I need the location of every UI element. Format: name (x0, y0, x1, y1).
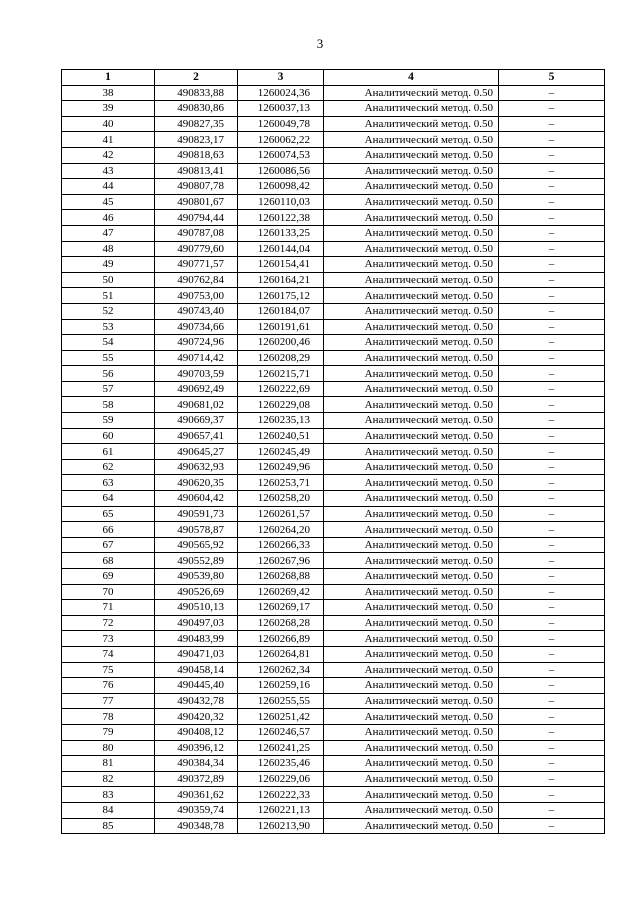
y-coordinate-cell: 1260235,13 (238, 413, 324, 429)
note-cell: – (499, 413, 605, 429)
note-cell: – (499, 116, 605, 132)
note-cell: – (499, 522, 605, 538)
note-cell: – (499, 350, 605, 366)
point-number-cell: 48 (62, 241, 155, 257)
table-row (62, 569, 605, 585)
table-row (62, 428, 605, 444)
column-header-2: 2 (155, 70, 238, 86)
table-header-row (62, 70, 605, 86)
point-number-cell: 69 (62, 569, 155, 585)
table-row (62, 615, 605, 631)
table-row (62, 85, 605, 101)
x-coordinate-cell: 490830,86 (155, 101, 238, 117)
point-number-cell: 43 (62, 163, 155, 179)
note-cell: – (499, 288, 605, 304)
point-number-cell: 51 (62, 288, 155, 304)
y-coordinate-cell: 1260086,56 (238, 163, 324, 179)
method-cell: Аналитический метод. 0.50 (324, 537, 499, 553)
y-coordinate-cell: 1260098,42 (238, 179, 324, 195)
note-cell: – (499, 491, 605, 507)
point-number-cell: 84 (62, 802, 155, 818)
x-coordinate-cell: 490359,74 (155, 802, 238, 818)
method-cell: Аналитический метод. 0.50 (324, 615, 499, 631)
table-row (62, 553, 605, 569)
x-coordinate-cell: 490432,78 (155, 693, 238, 709)
point-number-cell: 45 (62, 194, 155, 210)
note-cell: – (499, 163, 605, 179)
y-coordinate-cell: 1260164,21 (238, 272, 324, 288)
method-cell: Аналитический метод. 0.50 (324, 163, 499, 179)
x-coordinate-cell: 490526,69 (155, 584, 238, 600)
x-coordinate-cell: 490743,40 (155, 303, 238, 319)
point-number-cell: 71 (62, 600, 155, 616)
table-row (62, 631, 605, 647)
method-cell: Аналитический метод. 0.50 (324, 101, 499, 117)
method-cell: Аналитический метод. 0.50 (324, 210, 499, 226)
page-number: 3 (316, 36, 324, 51)
note-cell: – (499, 802, 605, 818)
point-number-cell: 66 (62, 522, 155, 538)
table-row (62, 818, 605, 834)
y-coordinate-cell: 1260266,33 (238, 537, 324, 553)
note-cell: – (499, 475, 605, 491)
method-cell: Аналитический метод. 0.50 (324, 428, 499, 444)
y-coordinate-cell: 1260269,42 (238, 584, 324, 600)
note-cell: – (499, 101, 605, 117)
x-coordinate-cell: 490753,00 (155, 288, 238, 304)
x-coordinate-cell: 490807,78 (155, 179, 238, 195)
x-coordinate-cell: 490565,92 (155, 537, 238, 553)
x-coordinate-cell: 490787,08 (155, 225, 238, 241)
point-number-cell: 59 (62, 413, 155, 429)
method-cell: Аналитический метод. 0.50 (324, 132, 499, 148)
method-cell: Аналитический метод. 0.50 (324, 678, 499, 694)
y-coordinate-cell: 1260251,42 (238, 709, 324, 725)
point-number-cell: 38 (62, 85, 155, 101)
x-coordinate-cell: 490734,66 (155, 319, 238, 335)
point-number-cell: 49 (62, 257, 155, 273)
point-number-cell: 54 (62, 335, 155, 351)
note-cell: – (499, 584, 605, 600)
table-row (62, 600, 605, 616)
y-coordinate-cell: 1260110,03 (238, 194, 324, 210)
note-cell: – (499, 724, 605, 740)
point-number-cell: 52 (62, 303, 155, 319)
x-coordinate-cell: 490458,14 (155, 662, 238, 678)
method-cell: Аналитический метод. 0.50 (324, 350, 499, 366)
y-coordinate-cell: 1260144,04 (238, 241, 324, 257)
y-coordinate-cell: 1260037,13 (238, 101, 324, 117)
point-number-cell: 74 (62, 646, 155, 662)
y-coordinate-cell: 1260049,78 (238, 116, 324, 132)
method-cell: Аналитический метод. 0.50 (324, 179, 499, 195)
table-row (62, 210, 605, 226)
table-row (62, 506, 605, 522)
method-cell: Аналитический метод. 0.50 (324, 397, 499, 413)
note-cell: – (499, 693, 605, 709)
x-coordinate-cell: 490762,84 (155, 272, 238, 288)
x-coordinate-cell: 490483,99 (155, 631, 238, 647)
x-coordinate-cell: 490591,73 (155, 506, 238, 522)
table-row (62, 491, 605, 507)
point-number-cell: 67 (62, 537, 155, 553)
point-number-cell: 73 (62, 631, 155, 647)
method-cell: Аналитический метод. 0.50 (324, 381, 499, 397)
y-coordinate-cell: 1260264,81 (238, 646, 324, 662)
x-coordinate-cell: 490497,03 (155, 615, 238, 631)
x-coordinate-cell: 490632,93 (155, 459, 238, 475)
point-number-cell: 75 (62, 662, 155, 678)
y-coordinate-cell: 1260268,28 (238, 615, 324, 631)
y-coordinate-cell: 1260133,25 (238, 225, 324, 241)
table-row (62, 366, 605, 382)
table-row (62, 179, 605, 195)
note-cell: – (499, 179, 605, 195)
column-header-4: 4 (324, 70, 499, 86)
note-cell: – (499, 319, 605, 335)
table-row (62, 381, 605, 397)
y-coordinate-cell: 1260266,89 (238, 631, 324, 647)
method-cell: Аналитический метод. 0.50 (324, 600, 499, 616)
note-cell: – (499, 787, 605, 803)
table-row (62, 756, 605, 772)
table-row (62, 241, 605, 257)
table-row (62, 740, 605, 756)
point-number-cell: 78 (62, 709, 155, 725)
table-row (62, 646, 605, 662)
note-cell: – (499, 147, 605, 163)
note-cell: – (499, 241, 605, 257)
table-row (62, 693, 605, 709)
x-coordinate-cell: 490681,02 (155, 397, 238, 413)
method-cell: Аналитический метод. 0.50 (324, 272, 499, 288)
coordinates-table (61, 69, 605, 834)
note-cell: – (499, 303, 605, 319)
point-number-cell: 50 (62, 272, 155, 288)
method-cell: Аналитический метод. 0.50 (324, 553, 499, 569)
table-row (62, 194, 605, 210)
point-number-cell: 39 (62, 101, 155, 117)
table-row (62, 116, 605, 132)
x-coordinate-cell: 490620,35 (155, 475, 238, 491)
y-coordinate-cell: 1260261,57 (238, 506, 324, 522)
column-header-5: 5 (499, 70, 605, 86)
point-number-cell: 44 (62, 179, 155, 195)
x-coordinate-cell: 490669,37 (155, 413, 238, 429)
table-row (62, 709, 605, 725)
y-coordinate-cell: 1260062,22 (238, 132, 324, 148)
x-coordinate-cell: 490833,88 (155, 85, 238, 101)
x-coordinate-cell: 490510,13 (155, 600, 238, 616)
x-coordinate-cell: 490724,96 (155, 335, 238, 351)
note-cell: – (499, 740, 605, 756)
point-number-cell: 62 (62, 459, 155, 475)
note-cell: – (499, 444, 605, 460)
x-coordinate-cell: 490823,17 (155, 132, 238, 148)
point-number-cell: 82 (62, 771, 155, 787)
x-coordinate-cell: 490372,89 (155, 771, 238, 787)
method-cell: Аналитический метод. 0.50 (324, 241, 499, 257)
note-cell: – (499, 678, 605, 694)
x-coordinate-cell: 490827,35 (155, 116, 238, 132)
table-row (62, 475, 605, 491)
note-cell: – (499, 428, 605, 444)
point-number-cell: 85 (62, 818, 155, 834)
table-row (62, 132, 605, 148)
table-row (62, 444, 605, 460)
y-coordinate-cell: 1260122,38 (238, 210, 324, 226)
y-coordinate-cell: 1260191,61 (238, 319, 324, 335)
x-coordinate-cell: 490645,27 (155, 444, 238, 460)
y-coordinate-cell: 1260235,46 (238, 756, 324, 772)
y-coordinate-cell: 1260221,13 (238, 802, 324, 818)
note-cell: – (499, 194, 605, 210)
point-number-cell: 61 (62, 444, 155, 460)
x-coordinate-cell: 490692,49 (155, 381, 238, 397)
note-cell: – (499, 381, 605, 397)
x-coordinate-cell: 490779,60 (155, 241, 238, 257)
table-row (62, 319, 605, 335)
point-number-cell: 42 (62, 147, 155, 163)
point-number-cell: 81 (62, 756, 155, 772)
x-coordinate-cell: 490445,40 (155, 678, 238, 694)
note-cell: – (499, 210, 605, 226)
table-row (62, 350, 605, 366)
x-coordinate-cell: 490818,63 (155, 147, 238, 163)
x-coordinate-cell: 490361,62 (155, 787, 238, 803)
method-cell: Аналитический метод. 0.50 (324, 724, 499, 740)
point-number-cell: 63 (62, 475, 155, 491)
point-number-cell: 72 (62, 615, 155, 631)
table-row (62, 662, 605, 678)
method-cell: Аналитический метод. 0.50 (324, 802, 499, 818)
point-number-cell: 53 (62, 319, 155, 335)
x-coordinate-cell: 490578,87 (155, 522, 238, 538)
point-number-cell: 41 (62, 132, 155, 148)
x-coordinate-cell: 490552,89 (155, 553, 238, 569)
method-cell: Аналитический метод. 0.50 (324, 709, 499, 725)
note-cell: – (499, 132, 605, 148)
method-cell: Аналитический метод. 0.50 (324, 662, 499, 678)
y-coordinate-cell: 1260245,49 (238, 444, 324, 460)
table-row (62, 413, 605, 429)
note-cell: – (499, 225, 605, 241)
method-cell: Аналитический метод. 0.50 (324, 459, 499, 475)
method-cell: Аналитический метод. 0.50 (324, 194, 499, 210)
note-cell: – (499, 335, 605, 351)
y-coordinate-cell: 1260175,12 (238, 288, 324, 304)
point-number-cell: 79 (62, 724, 155, 740)
method-cell: Аналитический метод. 0.50 (324, 491, 499, 507)
y-coordinate-cell: 1260258,20 (238, 491, 324, 507)
y-coordinate-cell: 1260255,55 (238, 693, 324, 709)
y-coordinate-cell: 1260229,08 (238, 397, 324, 413)
method-cell: Аналитический метод. 0.50 (324, 771, 499, 787)
method-cell: Аналитический метод. 0.50 (324, 444, 499, 460)
point-number-cell: 76 (62, 678, 155, 694)
column-header-3: 3 (238, 70, 324, 86)
method-cell: Аналитический метод. 0.50 (324, 475, 499, 491)
note-cell: – (499, 646, 605, 662)
note-cell: – (499, 569, 605, 585)
method-cell: Аналитический метод. 0.50 (324, 646, 499, 662)
table-row (62, 225, 605, 241)
point-number-cell: 60 (62, 428, 155, 444)
method-cell: Аналитический метод. 0.50 (324, 116, 499, 132)
x-coordinate-cell: 490420,32 (155, 709, 238, 725)
table-row (62, 101, 605, 117)
note-cell: – (499, 615, 605, 631)
x-coordinate-cell: 490396,12 (155, 740, 238, 756)
note-cell: – (499, 459, 605, 475)
method-cell: Аналитический метод. 0.50 (324, 147, 499, 163)
method-cell: Аналитический метод. 0.50 (324, 506, 499, 522)
table-row (62, 147, 605, 163)
method-cell: Аналитический метод. 0.50 (324, 693, 499, 709)
y-coordinate-cell: 1260208,29 (238, 350, 324, 366)
method-cell: Аналитический метод. 0.50 (324, 319, 499, 335)
table-row (62, 678, 605, 694)
method-cell: Аналитический метод. 0.50 (324, 787, 499, 803)
table-row (62, 724, 605, 740)
x-coordinate-cell: 490794,44 (155, 210, 238, 226)
x-coordinate-cell: 490539,80 (155, 569, 238, 585)
table-row (62, 522, 605, 538)
note-cell: – (499, 600, 605, 616)
point-number-cell: 65 (62, 506, 155, 522)
x-coordinate-cell: 490813,41 (155, 163, 238, 179)
note-cell: – (499, 506, 605, 522)
method-cell: Аналитический метод. 0.50 (324, 756, 499, 772)
table-row (62, 459, 605, 475)
note-cell: – (499, 272, 605, 288)
y-coordinate-cell: 1260241,25 (238, 740, 324, 756)
point-number-cell: 68 (62, 553, 155, 569)
method-cell: Аналитический метод. 0.50 (324, 740, 499, 756)
note-cell: – (499, 709, 605, 725)
y-coordinate-cell: 1260154,41 (238, 257, 324, 273)
point-number-cell: 46 (62, 210, 155, 226)
x-coordinate-cell: 490801,67 (155, 194, 238, 210)
y-coordinate-cell: 1260184,07 (238, 303, 324, 319)
y-coordinate-cell: 1260249,96 (238, 459, 324, 475)
table-row (62, 272, 605, 288)
y-coordinate-cell: 1260222,69 (238, 381, 324, 397)
method-cell: Аналитический метод. 0.50 (324, 225, 499, 241)
note-cell: – (499, 397, 605, 413)
note-cell: – (499, 662, 605, 678)
method-cell: Аналитический метод. 0.50 (324, 818, 499, 834)
y-coordinate-cell: 1260259,16 (238, 678, 324, 694)
note-cell: – (499, 631, 605, 647)
table-row (62, 163, 605, 179)
note-cell: – (499, 537, 605, 553)
y-coordinate-cell: 1260269,17 (238, 600, 324, 616)
point-number-cell: 64 (62, 491, 155, 507)
point-number-cell: 80 (62, 740, 155, 756)
method-cell: Аналитический метод. 0.50 (324, 366, 499, 382)
method-cell: Аналитический метод. 0.50 (324, 631, 499, 647)
method-cell: Аналитический метод. 0.50 (324, 413, 499, 429)
y-coordinate-cell: 1260222,33 (238, 787, 324, 803)
x-coordinate-cell: 490471,03 (155, 646, 238, 662)
y-coordinate-cell: 1260024,36 (238, 85, 324, 101)
point-number-cell: 57 (62, 381, 155, 397)
point-number-cell: 47 (62, 225, 155, 241)
point-number-cell: 77 (62, 693, 155, 709)
note-cell: – (499, 818, 605, 834)
method-cell: Аналитический метод. 0.50 (324, 257, 499, 273)
table-row (62, 584, 605, 600)
note-cell: – (499, 366, 605, 382)
method-cell: Аналитический метод. 0.50 (324, 303, 499, 319)
y-coordinate-cell: 1260253,71 (238, 475, 324, 491)
y-coordinate-cell: 1260240,51 (238, 428, 324, 444)
note-cell: – (499, 771, 605, 787)
table-row (62, 787, 605, 803)
point-number-cell: 40 (62, 116, 155, 132)
note-cell: – (499, 85, 605, 101)
table-row (62, 335, 605, 351)
table-body (62, 85, 605, 834)
y-coordinate-cell: 1260200,46 (238, 335, 324, 351)
method-cell: Аналитический метод. 0.50 (324, 522, 499, 538)
column-header-1: 1 (62, 70, 155, 86)
table-row (62, 303, 605, 319)
method-cell: Аналитический метод. 0.50 (324, 335, 499, 351)
y-coordinate-cell: 1260264,20 (238, 522, 324, 538)
x-coordinate-cell: 490714,42 (155, 350, 238, 366)
table-row (62, 257, 605, 273)
note-cell: – (499, 257, 605, 273)
method-cell: Аналитический метод. 0.50 (324, 288, 499, 304)
y-coordinate-cell: 1260268,88 (238, 569, 324, 585)
y-coordinate-cell: 1260215,71 (238, 366, 324, 382)
point-number-cell: 83 (62, 787, 155, 803)
x-coordinate-cell: 490384,34 (155, 756, 238, 772)
point-number-cell: 70 (62, 584, 155, 600)
method-cell: Аналитический метод. 0.50 (324, 584, 499, 600)
note-cell: – (499, 756, 605, 772)
y-coordinate-cell: 1260074,53 (238, 147, 324, 163)
table-row (62, 397, 605, 413)
point-number-cell: 58 (62, 397, 155, 413)
method-cell: Аналитический метод. 0.50 (324, 569, 499, 585)
y-coordinate-cell: 1260267,96 (238, 553, 324, 569)
x-coordinate-cell: 490604,42 (155, 491, 238, 507)
x-coordinate-cell: 490703,59 (155, 366, 238, 382)
table-row (62, 771, 605, 787)
point-number-cell: 56 (62, 366, 155, 382)
x-coordinate-cell: 490408,12 (155, 724, 238, 740)
point-number-cell: 55 (62, 350, 155, 366)
x-coordinate-cell: 490348,78 (155, 818, 238, 834)
y-coordinate-cell: 1260246,57 (238, 724, 324, 740)
table-row (62, 537, 605, 553)
y-coordinate-cell: 1260213,90 (238, 818, 324, 834)
x-coordinate-cell: 490771,57 (155, 257, 238, 273)
table-row (62, 802, 605, 818)
method-cell: Аналитический метод. 0.50 (324, 85, 499, 101)
note-cell: – (499, 553, 605, 569)
x-coordinate-cell: 490657,41 (155, 428, 238, 444)
y-coordinate-cell: 1260229,06 (238, 771, 324, 787)
table-row (62, 288, 605, 304)
y-coordinate-cell: 1260262,34 (238, 662, 324, 678)
